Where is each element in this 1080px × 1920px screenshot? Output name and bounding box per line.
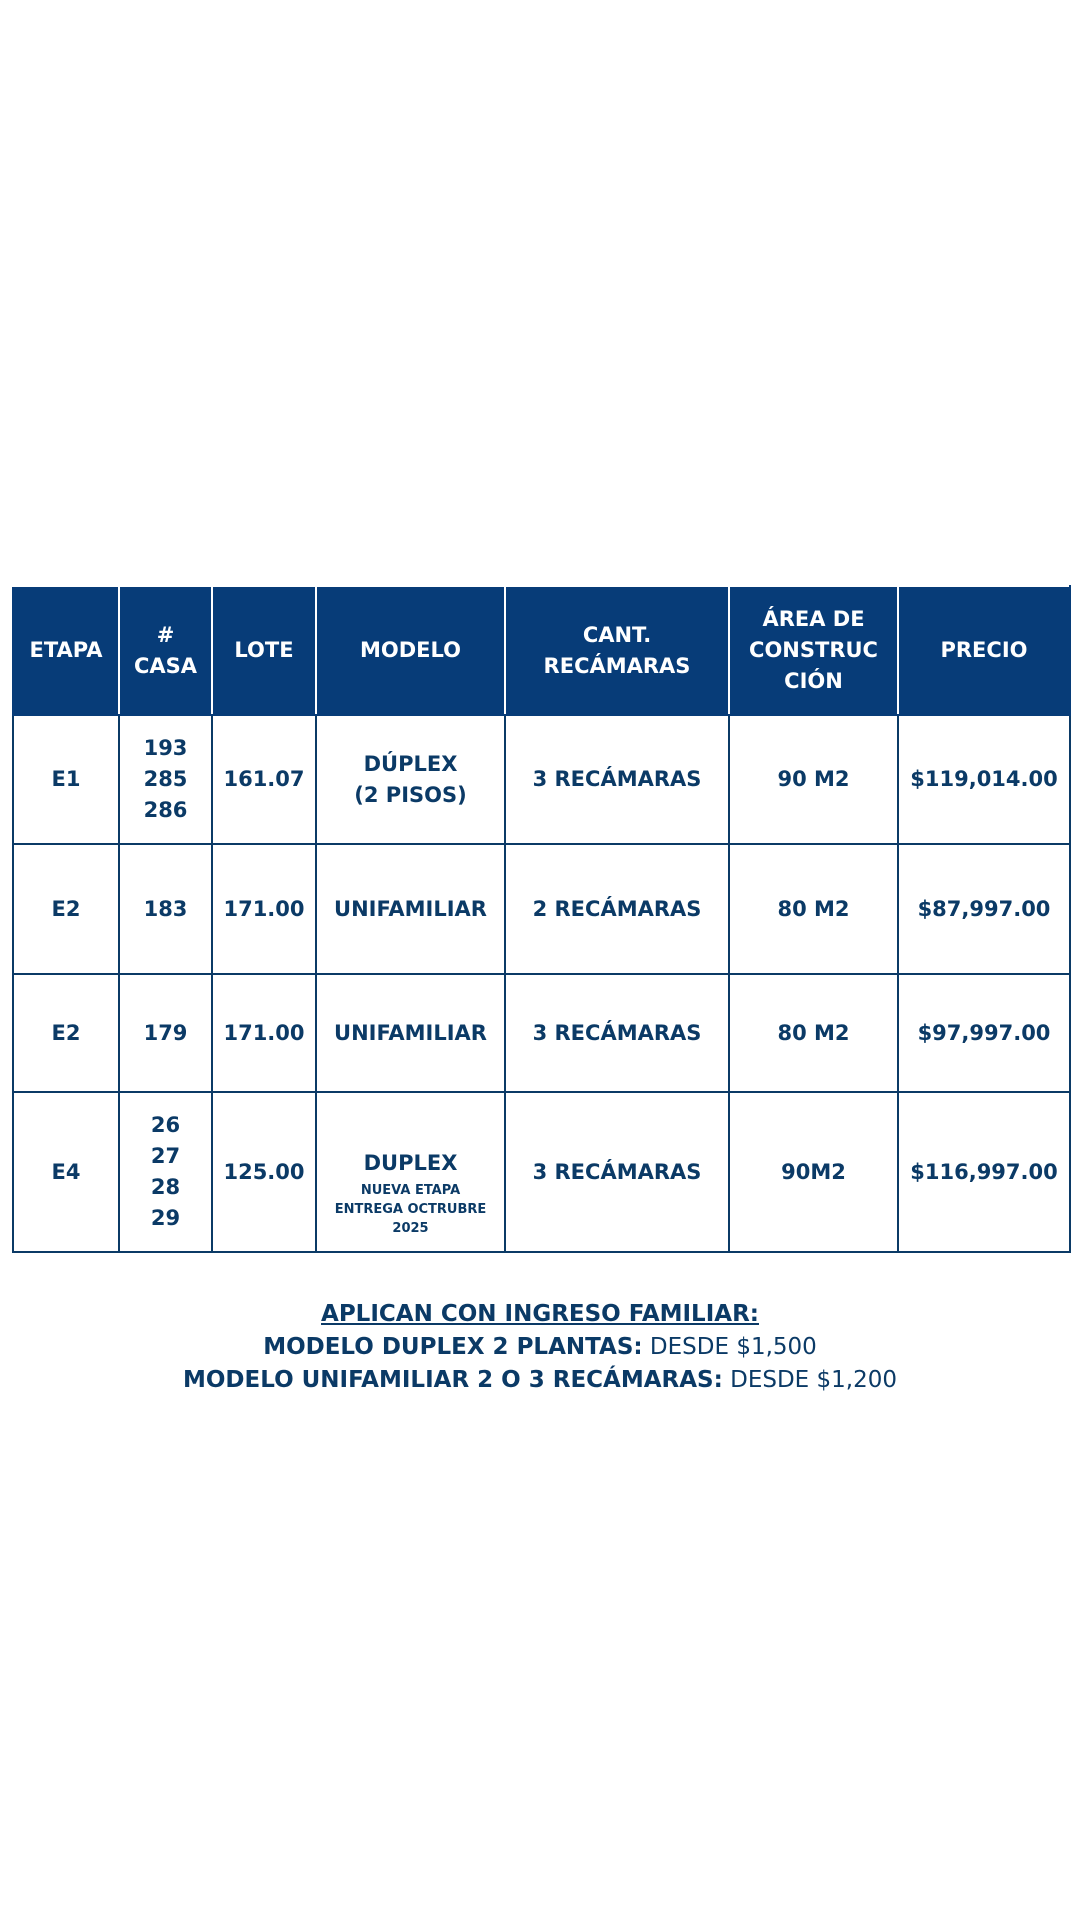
- cell-modelo: UNIFAMILIAR: [316, 974, 505, 1092]
- cell-casa: 26 27 28 29: [119, 1092, 212, 1252]
- cell-lote: 171.00: [212, 974, 316, 1092]
- unifamiliar-income-value: DESDE $1,200: [730, 1367, 897, 1393]
- duplex-income-label: MODELO DUPLEX 2 PLANTAS:: [263, 1334, 643, 1360]
- income-requirements: [0, 1298, 1080, 1397]
- header-modelo: MODELO: [316, 586, 505, 715]
- cell-area: 80 M2: [729, 974, 898, 1092]
- cell-casa: 179: [119, 974, 212, 1092]
- header-casa: # CASA: [119, 586, 212, 715]
- cell-casa: 193 285 286: [119, 715, 212, 844]
- table-row: [13, 974, 1070, 1092]
- unifamiliar-income-line: [0, 1364, 1080, 1397]
- table-row: [13, 715, 1070, 844]
- cell-modelo: [316, 1092, 505, 1252]
- table-header-row: [13, 586, 1070, 715]
- cell-etapa: E4: [13, 1092, 119, 1252]
- table-row: [13, 1092, 1070, 1252]
- cell-etapa: E2: [13, 844, 119, 974]
- modelo-label: DUPLEX: [363, 1151, 458, 1175]
- cell-precio: $87,997.00: [898, 844, 1070, 974]
- cell-lote: 161.07: [212, 715, 316, 844]
- cell-area: 80 M2: [729, 844, 898, 974]
- header-etapa: ETAPA: [13, 586, 119, 715]
- cell-modelo: UNIFAMILIAR: [316, 844, 505, 974]
- cell-etapa: E1: [13, 715, 119, 844]
- cell-recamaras: 3 RECÁMARAS: [505, 1092, 729, 1252]
- cell-lote: 171.00: [212, 844, 316, 974]
- table-row: [13, 844, 1070, 974]
- cell-casa: 183: [119, 844, 212, 974]
- cell-precio: $97,997.00: [898, 974, 1070, 1092]
- header-recamaras: CANT. RECÁMARAS: [505, 586, 729, 715]
- cell-recamaras: 3 RECÁMARAS: [505, 715, 729, 844]
- header-precio: PRECIO: [898, 586, 1070, 715]
- cell-precio: $119,014.00: [898, 715, 1070, 844]
- cell-precio: $116,997.00: [898, 1092, 1070, 1252]
- cell-lote: 125.00: [212, 1092, 316, 1252]
- header-lote: LOTE: [212, 586, 316, 715]
- duplex-income-line: [0, 1331, 1080, 1364]
- duplex-income-value: DESDE $1,500: [649, 1334, 817, 1360]
- cell-recamaras: 2 RECÁMARAS: [505, 844, 729, 974]
- cell-etapa: E2: [13, 974, 119, 1092]
- cell-area: 90 M2: [729, 715, 898, 844]
- entrega-note: NUEVA ETAPA ENTREGA OCTRUBRE 2025: [334, 1183, 487, 1236]
- header-area: ÁREA DE CONSTRUC CIÓN: [729, 586, 898, 715]
- unifamiliar-income-label: MODELO UNIFAMILIAR 2 O 3 RECÁMARAS:: [182, 1367, 723, 1393]
- income-heading: APLICAN CON INGRESO FAMILIAR:: [321, 1301, 759, 1327]
- cell-area: 90M2: [729, 1092, 898, 1252]
- cell-modelo: DÚPLEX (2 PISOS): [316, 715, 505, 844]
- cell-recamaras: 3 RECÁMARAS: [505, 974, 729, 1092]
- price-table: [12, 585, 1071, 1253]
